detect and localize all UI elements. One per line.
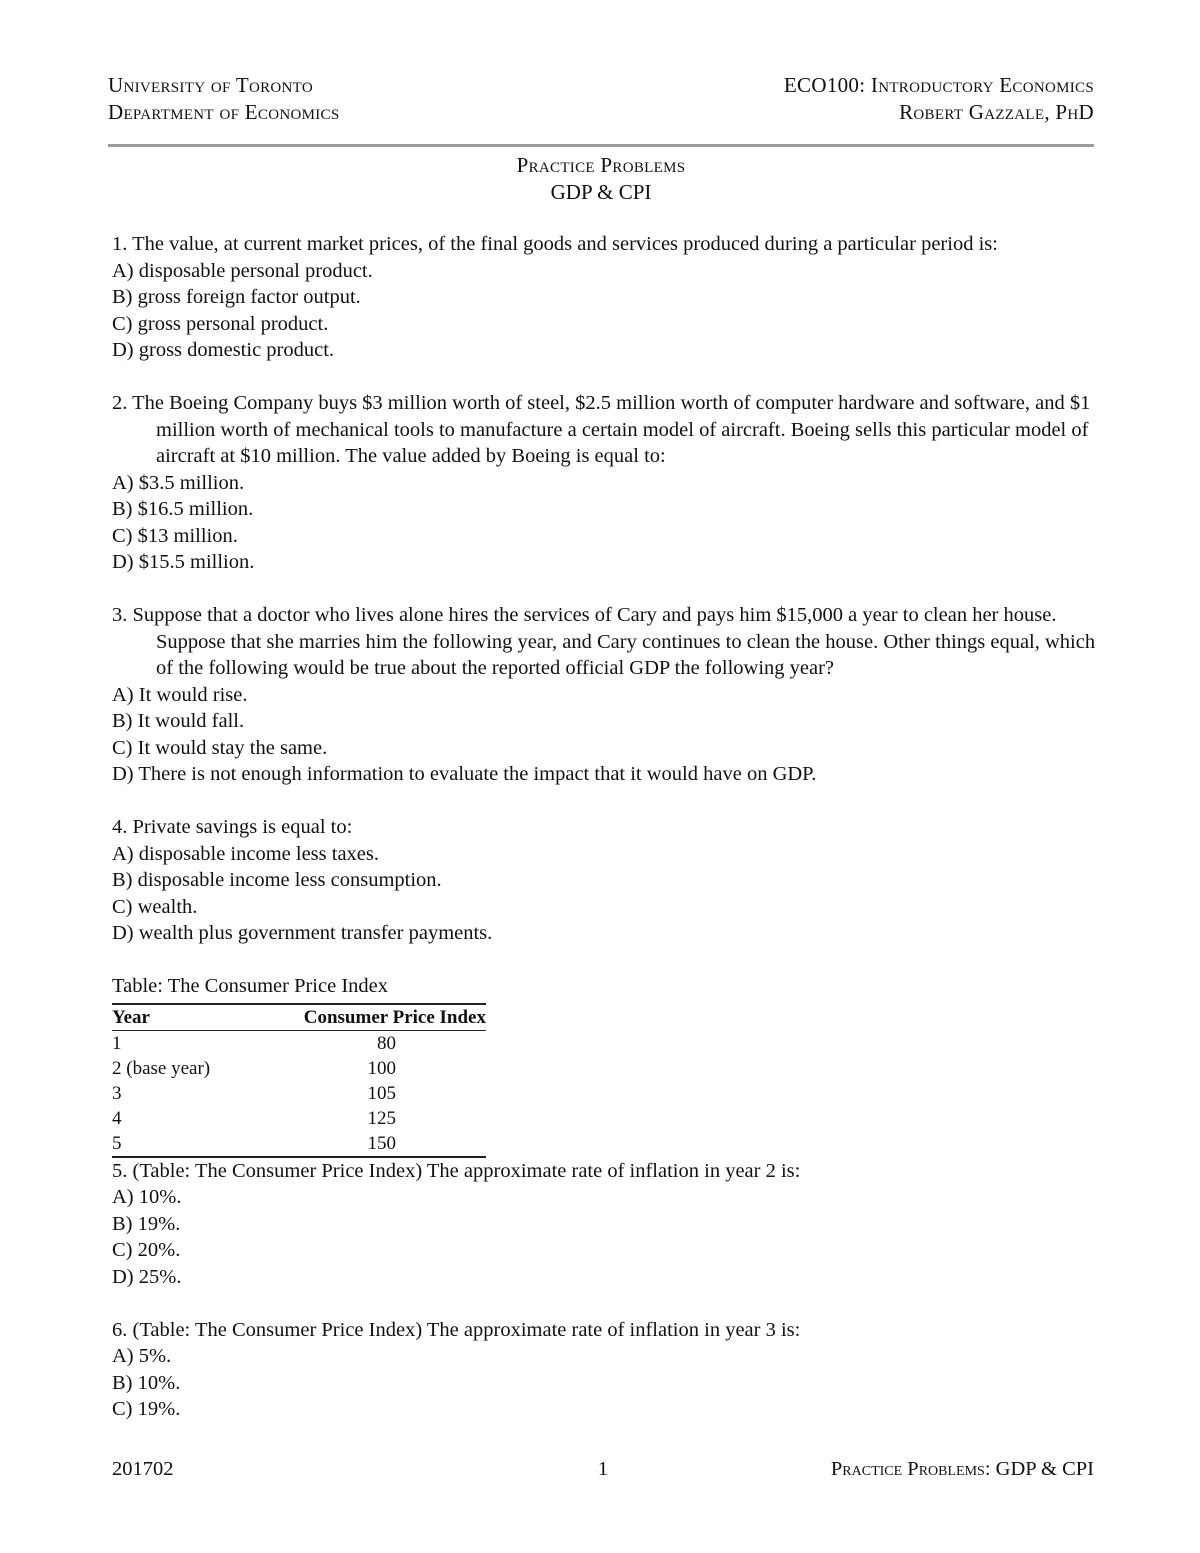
- question-number: 1.: [112, 233, 128, 255]
- cpi-cell: 150: [367, 1132, 396, 1154]
- option-a: A) disposable personal product.: [112, 259, 373, 282]
- course-name: ECO100: Introductory Economics: [783, 73, 1094, 97]
- option-d: D) 25%.: [112, 1265, 182, 1288]
- cpi-table-section: [112, 973, 1102, 1158]
- header-divider: [108, 144, 1094, 147]
- option-b: B) It would fall.: [112, 710, 245, 732]
- header-left: [108, 72, 339, 126]
- department-name: Department of Economics: [108, 100, 340, 124]
- cpi-cell: 125: [367, 1107, 396, 1129]
- question-stem: (Table: The Consumer Price Index) The approximate rate of inflation in year 2 is:: [132, 1159, 801, 1182]
- question-6: [112, 1317, 1102, 1423]
- university-name: University of Toronto: [108, 73, 313, 97]
- option-a: A) 10%.: [112, 1186, 182, 1208]
- question-number: 4.: [112, 816, 128, 838]
- option-d: D) gross domestic product.: [112, 339, 335, 361]
- option-d: D) There is not enough information to evaluate the impact that it would have on GDP.: [112, 763, 817, 785]
- option-d: D) wealth plus government transfer payments.: [112, 922, 493, 944]
- option-a: A) 5%.: [112, 1345, 172, 1367]
- question-stem: Private savings is equal to:: [132, 816, 353, 838]
- question-number: 6.: [112, 1318, 128, 1341]
- option-c: C) gross personal product.: [112, 312, 329, 335]
- instructor-name: Robert Gazzale, PhD: [899, 100, 1094, 124]
- question-stem: The Boeing Company buys $3 million worth of steel, $2.5 million worth of computer hardware and software, and $1 million worth of mechanical tools to manufacture a certain model of aircraft. Boeing sells this particular model of aircraft at $10 million. The value added by Boeing is equal to:: [132, 392, 1091, 467]
- table-row: [112, 1030, 486, 1056]
- cpi-table: [112, 1003, 486, 1158]
- question-stem: (Table: The Consumer Price Index) The approximate rate of inflation in year 3 is:: [132, 1318, 801, 1341]
- question-number: 5.: [112, 1159, 128, 1182]
- table-row: [112, 1106, 486, 1131]
- year-cell: 5: [112, 1132, 122, 1154]
- option-a: A) disposable income less taxes.: [112, 842, 380, 865]
- question-number: 2.: [112, 392, 128, 414]
- question-3: [112, 602, 1102, 788]
- document-body: [112, 231, 1102, 1423]
- column-header-year: Year: [112, 1004, 243, 1031]
- page-number: 1: [597, 1458, 609, 1480]
- option-c: C) 19%.: [112, 1398, 181, 1420]
- cpi-cell: 105: [367, 1082, 396, 1104]
- option-c: C) It would stay the same.: [112, 736, 328, 759]
- option-c: C) wealth.: [112, 895, 198, 918]
- option-b: B) 19%.: [112, 1212, 181, 1235]
- question-4: [112, 814, 1102, 947]
- document-title: [108, 152, 1094, 206]
- question-5: [112, 1158, 1102, 1291]
- question-2: [112, 390, 1102, 576]
- option-b: B) 10%.: [112, 1371, 181, 1394]
- title-line-1: Practice Problems: [516, 153, 686, 177]
- table-header-row: [112, 1004, 486, 1031]
- option-b: B) disposable income less consumption.: [112, 869, 442, 891]
- header-right: [784, 72, 1094, 126]
- option-c: C) 20%.: [112, 1239, 181, 1261]
- question-number: 3.: [112, 604, 128, 626]
- column-header-cpi: Consumer Price Index: [243, 1004, 486, 1031]
- option-b: B) $16.5 million.: [112, 498, 254, 520]
- year-cell: 2 (base year): [112, 1057, 211, 1079]
- option-b: B) gross foreign factor output.: [112, 286, 361, 308]
- question-stem: The value, at current market prices, of the final goods and services produced during a particular period is:: [132, 233, 998, 255]
- footer-term: 201702: [112, 1458, 174, 1480]
- year-cell: 1: [112, 1032, 122, 1054]
- table-row: [112, 1056, 486, 1081]
- cpi-cell: 80: [377, 1032, 396, 1054]
- year-cell: 3: [112, 1082, 122, 1104]
- option-a: A) It would rise.: [112, 683, 248, 706]
- page-header: [108, 72, 1094, 132]
- option-a: A) $3.5 million.: [112, 471, 245, 494]
- table-row: [112, 1081, 486, 1106]
- footer-title: Practice Problems: GDP & CPI: [830, 1458, 1094, 1480]
- year-cell: 4: [112, 1107, 122, 1129]
- option-d: D) $15.5 million.: [112, 551, 255, 573]
- table-title: Table: The Consumer Price Index: [112, 975, 388, 997]
- page-footer: [112, 1458, 1094, 1488]
- option-c: C) $13 million.: [112, 524, 238, 547]
- question-stem: Suppose that a doctor who lives alone hires the services of Cary and pays him $15,000 a year to clean her house. Suppose that she marries him the following year, and Cary continues to clean the house. Other things equal, which of the following would be true about the reported official GDP the following year?: [132, 604, 1096, 679]
- cpi-cell: 100: [367, 1057, 396, 1079]
- title-line-2: GDP & CPI: [550, 180, 652, 204]
- question-1: [112, 231, 1102, 364]
- table-row: [112, 1131, 486, 1157]
